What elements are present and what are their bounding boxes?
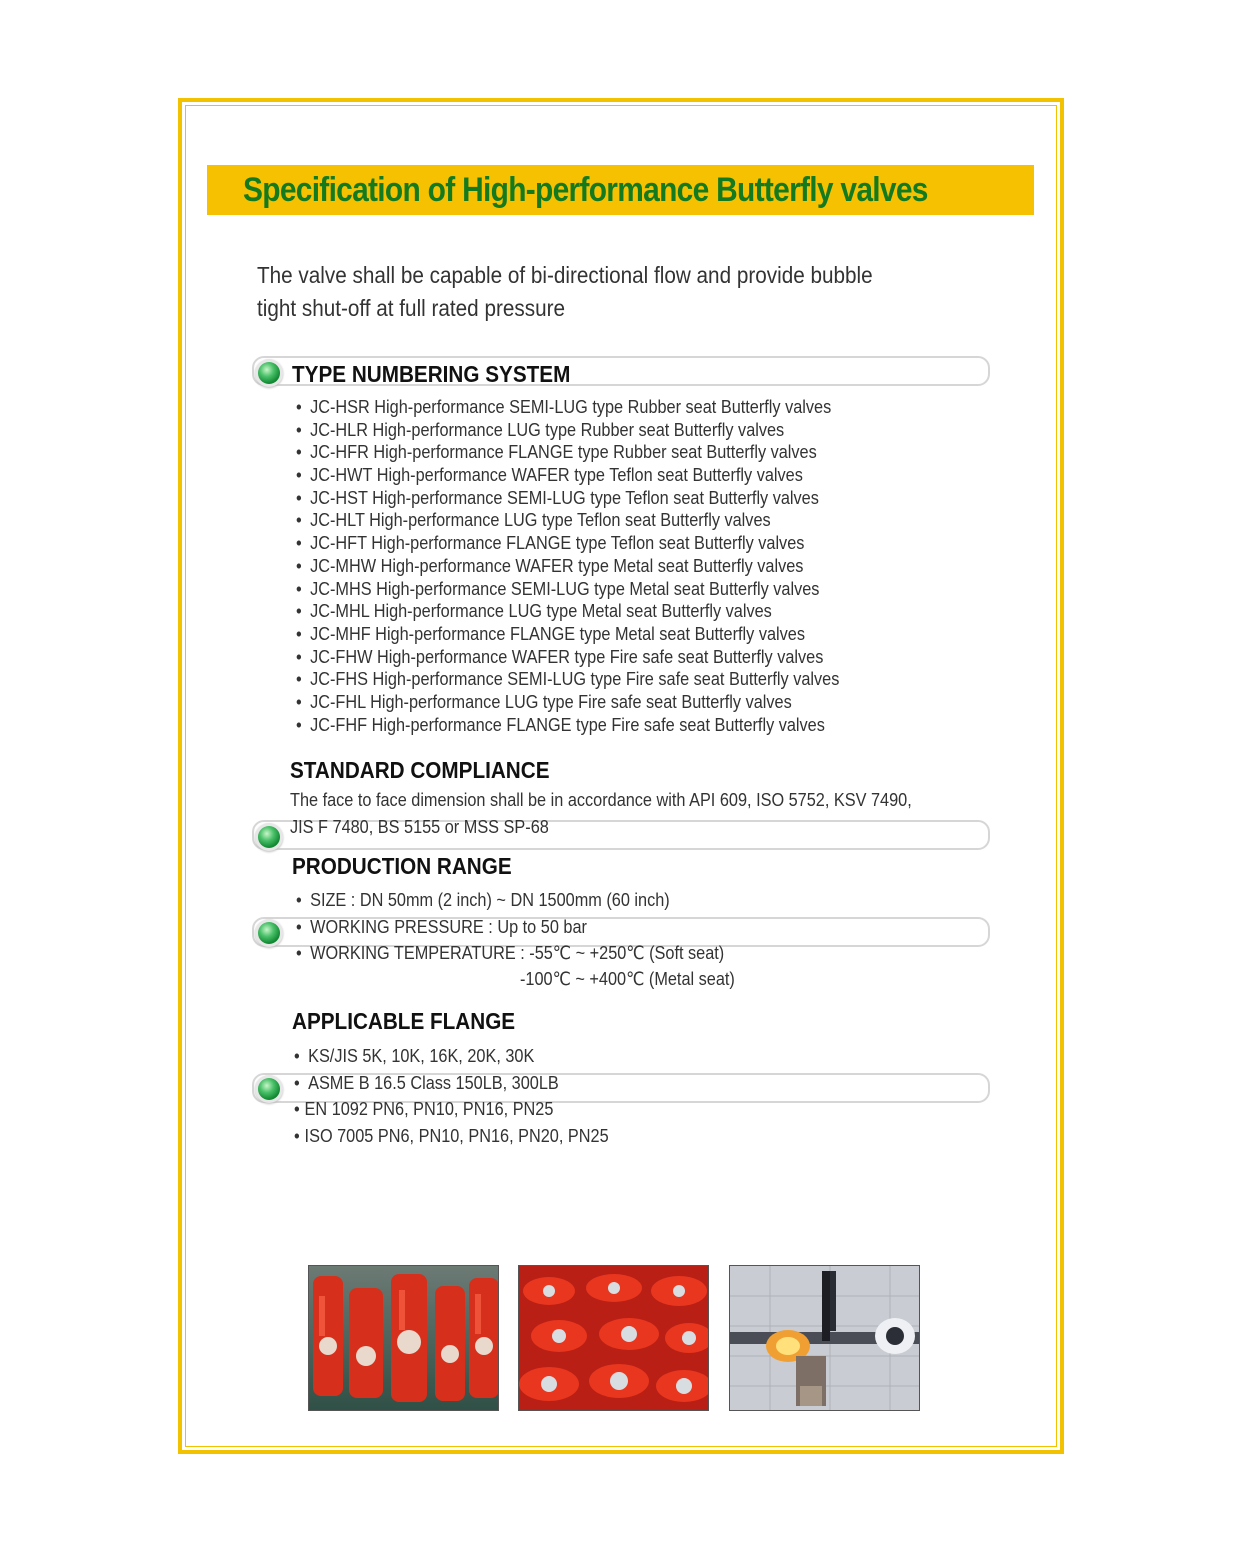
section-heading-type-numbering: TYPE NUMBERING SYSTEM bbox=[292, 361, 571, 387]
type-numbering-list bbox=[296, 396, 913, 736]
page-title: Specification of High-performance Butterfly valves bbox=[243, 171, 928, 209]
section-heading-applicable-flange: APPLICABLE FLANGE bbox=[292, 1008, 516, 1034]
list-item: • JC-MHW High-performance WAFER type Metal seat Butterfly valves bbox=[296, 554, 804, 576]
temperature-metal-seat: -100℃ ~ +400℃ (Metal seat) bbox=[520, 968, 735, 989]
list-item: • JC-FHS High-performance SEMI-LUG type Fire safe seat Butterfly valves bbox=[296, 668, 840, 690]
list-item: • JC-HST High-performance SEMI-LUG type Teflon seat Butterfly valves bbox=[296, 486, 819, 508]
list-item: • JC-FHL High-performance LUG type Fire safe seat Butterfly valves bbox=[296, 690, 792, 712]
green-sphere-icon bbox=[258, 1078, 280, 1100]
list-item: • JC-HWT High-performance WAFER type Teflon seat Butterfly valves bbox=[296, 464, 803, 486]
applicable-flange-list bbox=[294, 1043, 652, 1150]
list-item: • JC-HSR High-performance SEMI-LUG type Rubber seat Butterfly valves bbox=[296, 396, 832, 417]
section-heading-standard-compliance: STANDARD COMPLIANCE bbox=[290, 757, 550, 783]
list-item: • WORKING PRESSURE : Up to 50 bar bbox=[296, 915, 587, 937]
list-item: • JC-HLR High-performance LUG type Rubber seat Butterfly valves bbox=[296, 418, 785, 440]
list-item: • JC-FHW High-performance WAFER type Fire safe seat Butterfly valves bbox=[296, 645, 824, 667]
green-sphere-icon bbox=[258, 826, 280, 848]
list-item: • JC-MHS High-performance SEMI-LUG type Metal seat Butterfly valves bbox=[296, 577, 820, 599]
list-item: • ISO 7005 PN6, PN10, PN16, PN20, PN25 bbox=[294, 1125, 609, 1147]
list-item: • JC-FHF High-performance FLANGE type Fire safe seat Butterfly valves bbox=[296, 713, 825, 735]
list-item: • JC-HFR High-performance FLANGE type Rubber seat Butterfly valves bbox=[296, 441, 817, 463]
list-item: • SIZE : DN 50mm (2 inch) ~ DN 1500mm (60 inch) bbox=[296, 889, 670, 910]
list-item: • ASME B 16.5 Class 150LB, 300LB bbox=[294, 1071, 559, 1093]
factory-valves-photo bbox=[308, 1265, 499, 1411]
list-item: • WORKING TEMPERATURE : -55℃ ~ +250℃ (Soft seat) bbox=[296, 942, 725, 963]
section-heading-production-range: PRODUCTION RANGE bbox=[292, 853, 512, 879]
list-item: • JC-MHL High-performance LUG type Metal seat Butterfly valves bbox=[296, 600, 772, 622]
list-item: • EN 1092 PN6, PN10, PN16, PN25 bbox=[294, 1098, 554, 1120]
list-item: • JC-HLT High-performance LUG type Teflon seat Butterfly valves bbox=[296, 509, 771, 531]
standard-compliance-text: The face to face dimension shall be in accordance with API 609, ISO 5752, KSV 7490, JIS F 7480, BS 5155 or MSS SP-68 bbox=[290, 789, 912, 837]
list-item: • JC-MHF High-performance FLANGE type Metal seat Butterfly valves bbox=[296, 622, 805, 644]
fire-test-photo bbox=[729, 1265, 920, 1411]
production-range-list bbox=[296, 887, 783, 967]
valve-rows-photo bbox=[518, 1265, 709, 1411]
intro-paragraph: The valve shall be capable of bi-directional flow and provide bubble tight shut-off at full rated pressure bbox=[257, 262, 873, 321]
green-sphere-icon bbox=[258, 362, 280, 384]
list-item: • KS/JIS 5K, 10K, 16K, 20K, 30K bbox=[294, 1045, 535, 1066]
green-sphere-icon bbox=[258, 922, 280, 944]
list-item: • JC-HFT High-performance FLANGE type Teflon seat Butterfly valves bbox=[296, 532, 805, 554]
